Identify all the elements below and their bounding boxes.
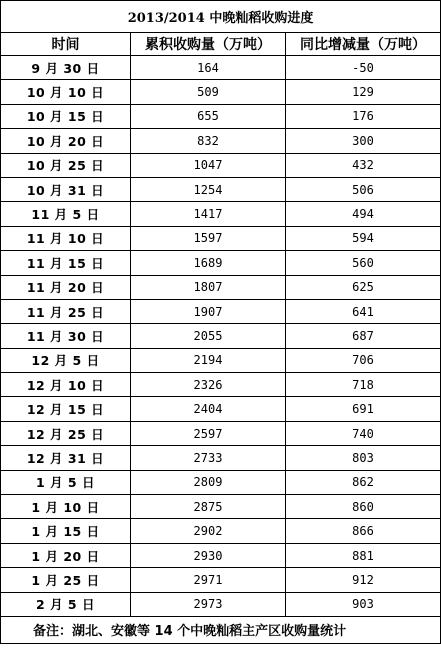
cell-cumulative: 2326: [131, 373, 286, 397]
table-row: [1, 177, 441, 201]
cell-cumulative: 2902: [131, 519, 286, 543]
cell-date: 12 月 5 日: [1, 348, 131, 372]
cell-yoy-change: 691: [286, 397, 441, 421]
table-title: 2013/2014 中晚籼稻收购进度: [1, 1, 441, 33]
cell-date: 12 月 31 日: [1, 446, 131, 470]
table-row: [1, 348, 441, 372]
cell-date: 10 月 10 日: [1, 80, 131, 104]
table-row: [1, 397, 441, 421]
table-row: [1, 275, 441, 299]
cell-yoy-change: 687: [286, 324, 441, 348]
cell-date: 12 月 25 日: [1, 421, 131, 445]
cell-cumulative: 2055: [131, 324, 286, 348]
cell-date: 11 月 30 日: [1, 324, 131, 348]
cell-date: 10 月 15 日: [1, 104, 131, 128]
cell-yoy-change: 866: [286, 519, 441, 543]
cell-yoy-change: 706: [286, 348, 441, 372]
header-row: [1, 33, 441, 56]
table-row: [1, 470, 441, 494]
cell-date: 10 月 31 日: [1, 177, 131, 201]
cell-date: 10 月 25 日: [1, 153, 131, 177]
cell-yoy-change: 506: [286, 177, 441, 201]
cell-cumulative: 1417: [131, 202, 286, 226]
header-cumulative: 累积收购量（万吨）: [131, 33, 286, 56]
cell-cumulative: 655: [131, 104, 286, 128]
cell-date: 1 月 15 日: [1, 519, 131, 543]
cell-yoy-change: 300: [286, 129, 441, 153]
table-row: [1, 299, 441, 323]
cell-date: 11 月 25 日: [1, 299, 131, 323]
cell-cumulative: 1807: [131, 275, 286, 299]
table-row: [1, 80, 441, 104]
table-note: 备注：湖北、安徽等 14 个中晚籼稻主产区收购量统计: [1, 616, 441, 643]
cell-cumulative: 164: [131, 56, 286, 80]
cell-yoy-change: 560: [286, 251, 441, 275]
table-row: [1, 446, 441, 470]
table-row: [1, 251, 441, 275]
table-row: [1, 129, 441, 153]
cell-date: 12 月 15 日: [1, 397, 131, 421]
cell-date: 1 月 10 日: [1, 495, 131, 519]
title-row: [1, 1, 441, 33]
cell-cumulative: 2971: [131, 568, 286, 592]
cell-date: 1 月 20 日: [1, 543, 131, 567]
table-row: [1, 592, 441, 616]
cell-cumulative: 2597: [131, 421, 286, 445]
cell-yoy-change: 594: [286, 226, 441, 250]
cell-date: 11 月 10 日: [1, 226, 131, 250]
table-row: [1, 56, 441, 80]
cell-yoy-change: 494: [286, 202, 441, 226]
cell-yoy-change: 718: [286, 373, 441, 397]
table-row: [1, 324, 441, 348]
cell-date: 1 月 25 日: [1, 568, 131, 592]
note-row: [1, 616, 441, 643]
table-row: [1, 153, 441, 177]
table-row: [1, 543, 441, 567]
cell-cumulative: 2194: [131, 348, 286, 372]
cell-yoy-change: 881: [286, 543, 441, 567]
cell-yoy-change: 862: [286, 470, 441, 494]
cell-cumulative: 2733: [131, 446, 286, 470]
table-row: [1, 226, 441, 250]
cell-cumulative: 1047: [131, 153, 286, 177]
cell-date: 10 月 20 日: [1, 129, 131, 153]
cell-yoy-change: 176: [286, 104, 441, 128]
cell-yoy-change: 912: [286, 568, 441, 592]
cell-yoy-change: 432: [286, 153, 441, 177]
cell-yoy-change: 860: [286, 495, 441, 519]
table-row: [1, 104, 441, 128]
header-yoy-change: 同比增减量（万吨）: [286, 33, 441, 56]
cell-date: 2 月 5 日: [1, 592, 131, 616]
cell-yoy-change: 129: [286, 80, 441, 104]
table-row: [1, 568, 441, 592]
table-row: [1, 495, 441, 519]
table-row: [1, 421, 441, 445]
cell-yoy-change: -50: [286, 56, 441, 80]
cell-cumulative: 1907: [131, 299, 286, 323]
cell-cumulative: 2809: [131, 470, 286, 494]
cell-cumulative: 2875: [131, 495, 286, 519]
table-row: [1, 519, 441, 543]
cell-date: 1 月 5 日: [1, 470, 131, 494]
cell-yoy-change: 625: [286, 275, 441, 299]
cell-date: 11 月 15 日: [1, 251, 131, 275]
cell-cumulative: 832: [131, 129, 286, 153]
cell-cumulative: 1689: [131, 251, 286, 275]
cell-date: 11 月 20 日: [1, 275, 131, 299]
cell-date: 9 月 30 日: [1, 56, 131, 80]
cell-yoy-change: 903: [286, 592, 441, 616]
cell-cumulative: 2404: [131, 397, 286, 421]
cell-yoy-change: 740: [286, 421, 441, 445]
cell-cumulative: 1597: [131, 226, 286, 250]
header-date: 时间: [1, 33, 131, 56]
cell-yoy-change: 641: [286, 299, 441, 323]
table-row: [1, 373, 441, 397]
cell-yoy-change: 803: [286, 446, 441, 470]
cell-date: 12 月 10 日: [1, 373, 131, 397]
cell-cumulative: 1254: [131, 177, 286, 201]
cell-cumulative: 2973: [131, 592, 286, 616]
table-row: [1, 202, 441, 226]
table-body: [1, 1, 441, 644]
cell-cumulative: 509: [131, 80, 286, 104]
cell-cumulative: 2930: [131, 543, 286, 567]
cell-date: 11 月 5 日: [1, 202, 131, 226]
